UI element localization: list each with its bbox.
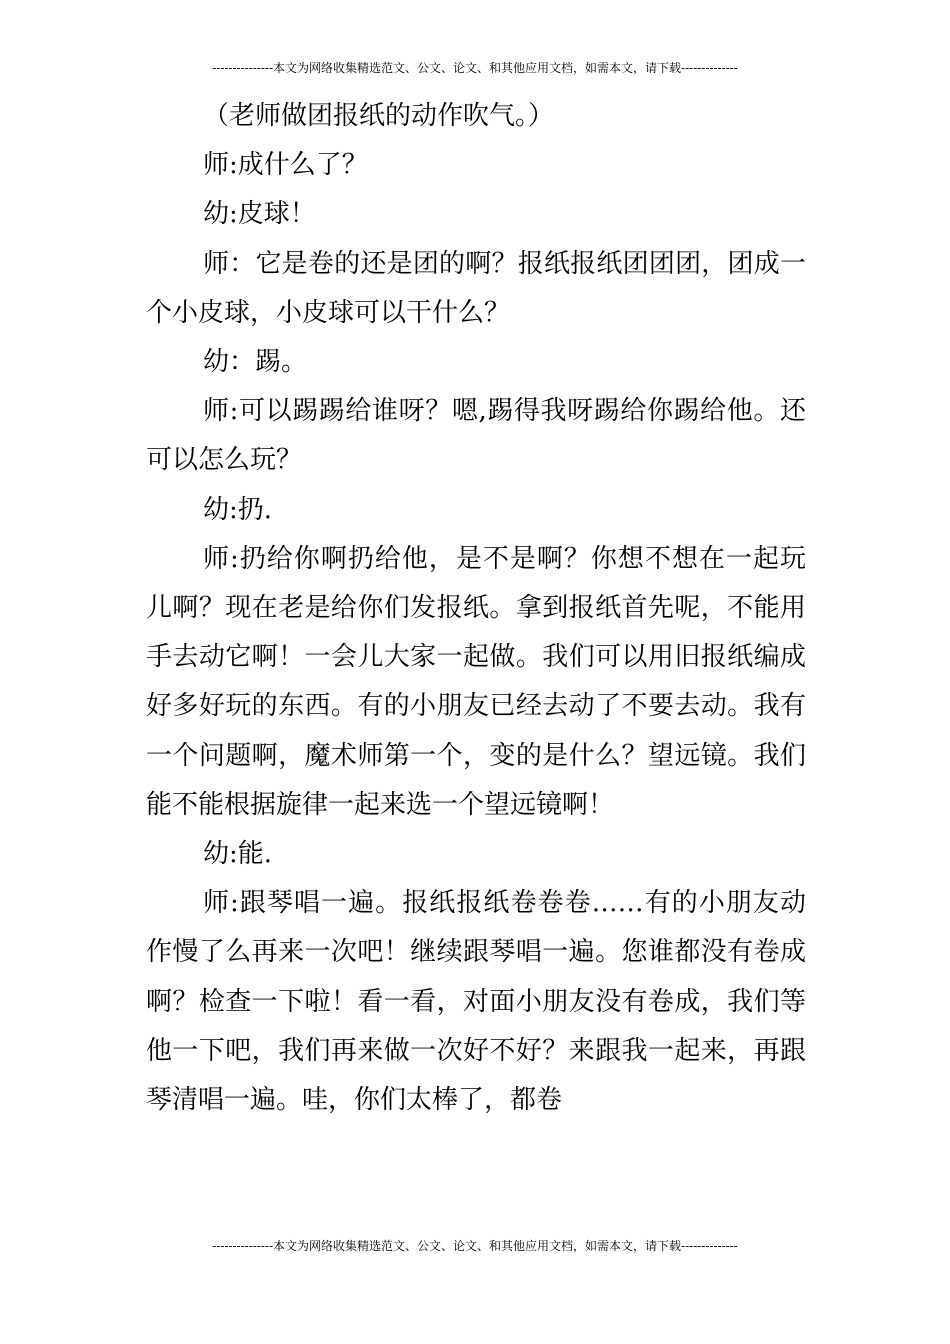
page-footer: ---------------本文为网络收集精选范文、公文、论文、和其他应用文档，如需本文，请下载-------------- (212, 1239, 738, 1253)
page-header: ---------------本文为网络收集精选范文、公文、论文、和其他应用文档，如需本文，请下载-------------- (212, 61, 738, 75)
paragraph: 幼：踢。 (203, 347, 308, 378)
paragraph: 幼:皮球！ (203, 199, 316, 230)
document-body (146, 92, 806, 1125)
paragraph: 幼:扔. (203, 494, 273, 525)
paragraph: 师:成什么了？ (203, 150, 368, 181)
paragraph: 师:可以踢踢给谁呀？嗯,踢得我呀踢给你踢给他。还可以怎么玩？ (146, 396, 806, 476)
paragraph: 师:跟琴唱一遍。报纸报纸卷卷卷……有的小朋友动作慢了么再来一次吧！继续跟琴唱一遍。您谁都没有卷成啊？检查一下啦！看一看，对面小朋友没有卷成，我们等他一下吧，我们再来做一次好不好？来跟我一起来，再跟琴清唱一遍。哇，你们太棒了，都卷 (146, 888, 806, 1116)
paragraph: （老师做团报纸的动作吹气。） (203, 101, 555, 131)
paragraph: 幼:能. (203, 839, 273, 870)
paragraph: 师:扔给你啊扔给他，是不是啊？你想不想在一起玩儿啊？现在老是给你们发报纸。拿到报纸首先呢，不能用手去动它啊！一会儿大家一起做。我们可以用旧报纸编成好多好玩的东西。有的小朋友已经去动了不要去动。我有一个问题啊，魔术师第一个，变的是什么？望远镜。我们能不能根据旋律一起来选一个望远镜啊！ (146, 543, 806, 820)
paragraph: 师：它是卷的还是团的啊？报纸报纸团团团，团成一个小皮球，小皮球可以干什么？ (146, 248, 806, 328)
